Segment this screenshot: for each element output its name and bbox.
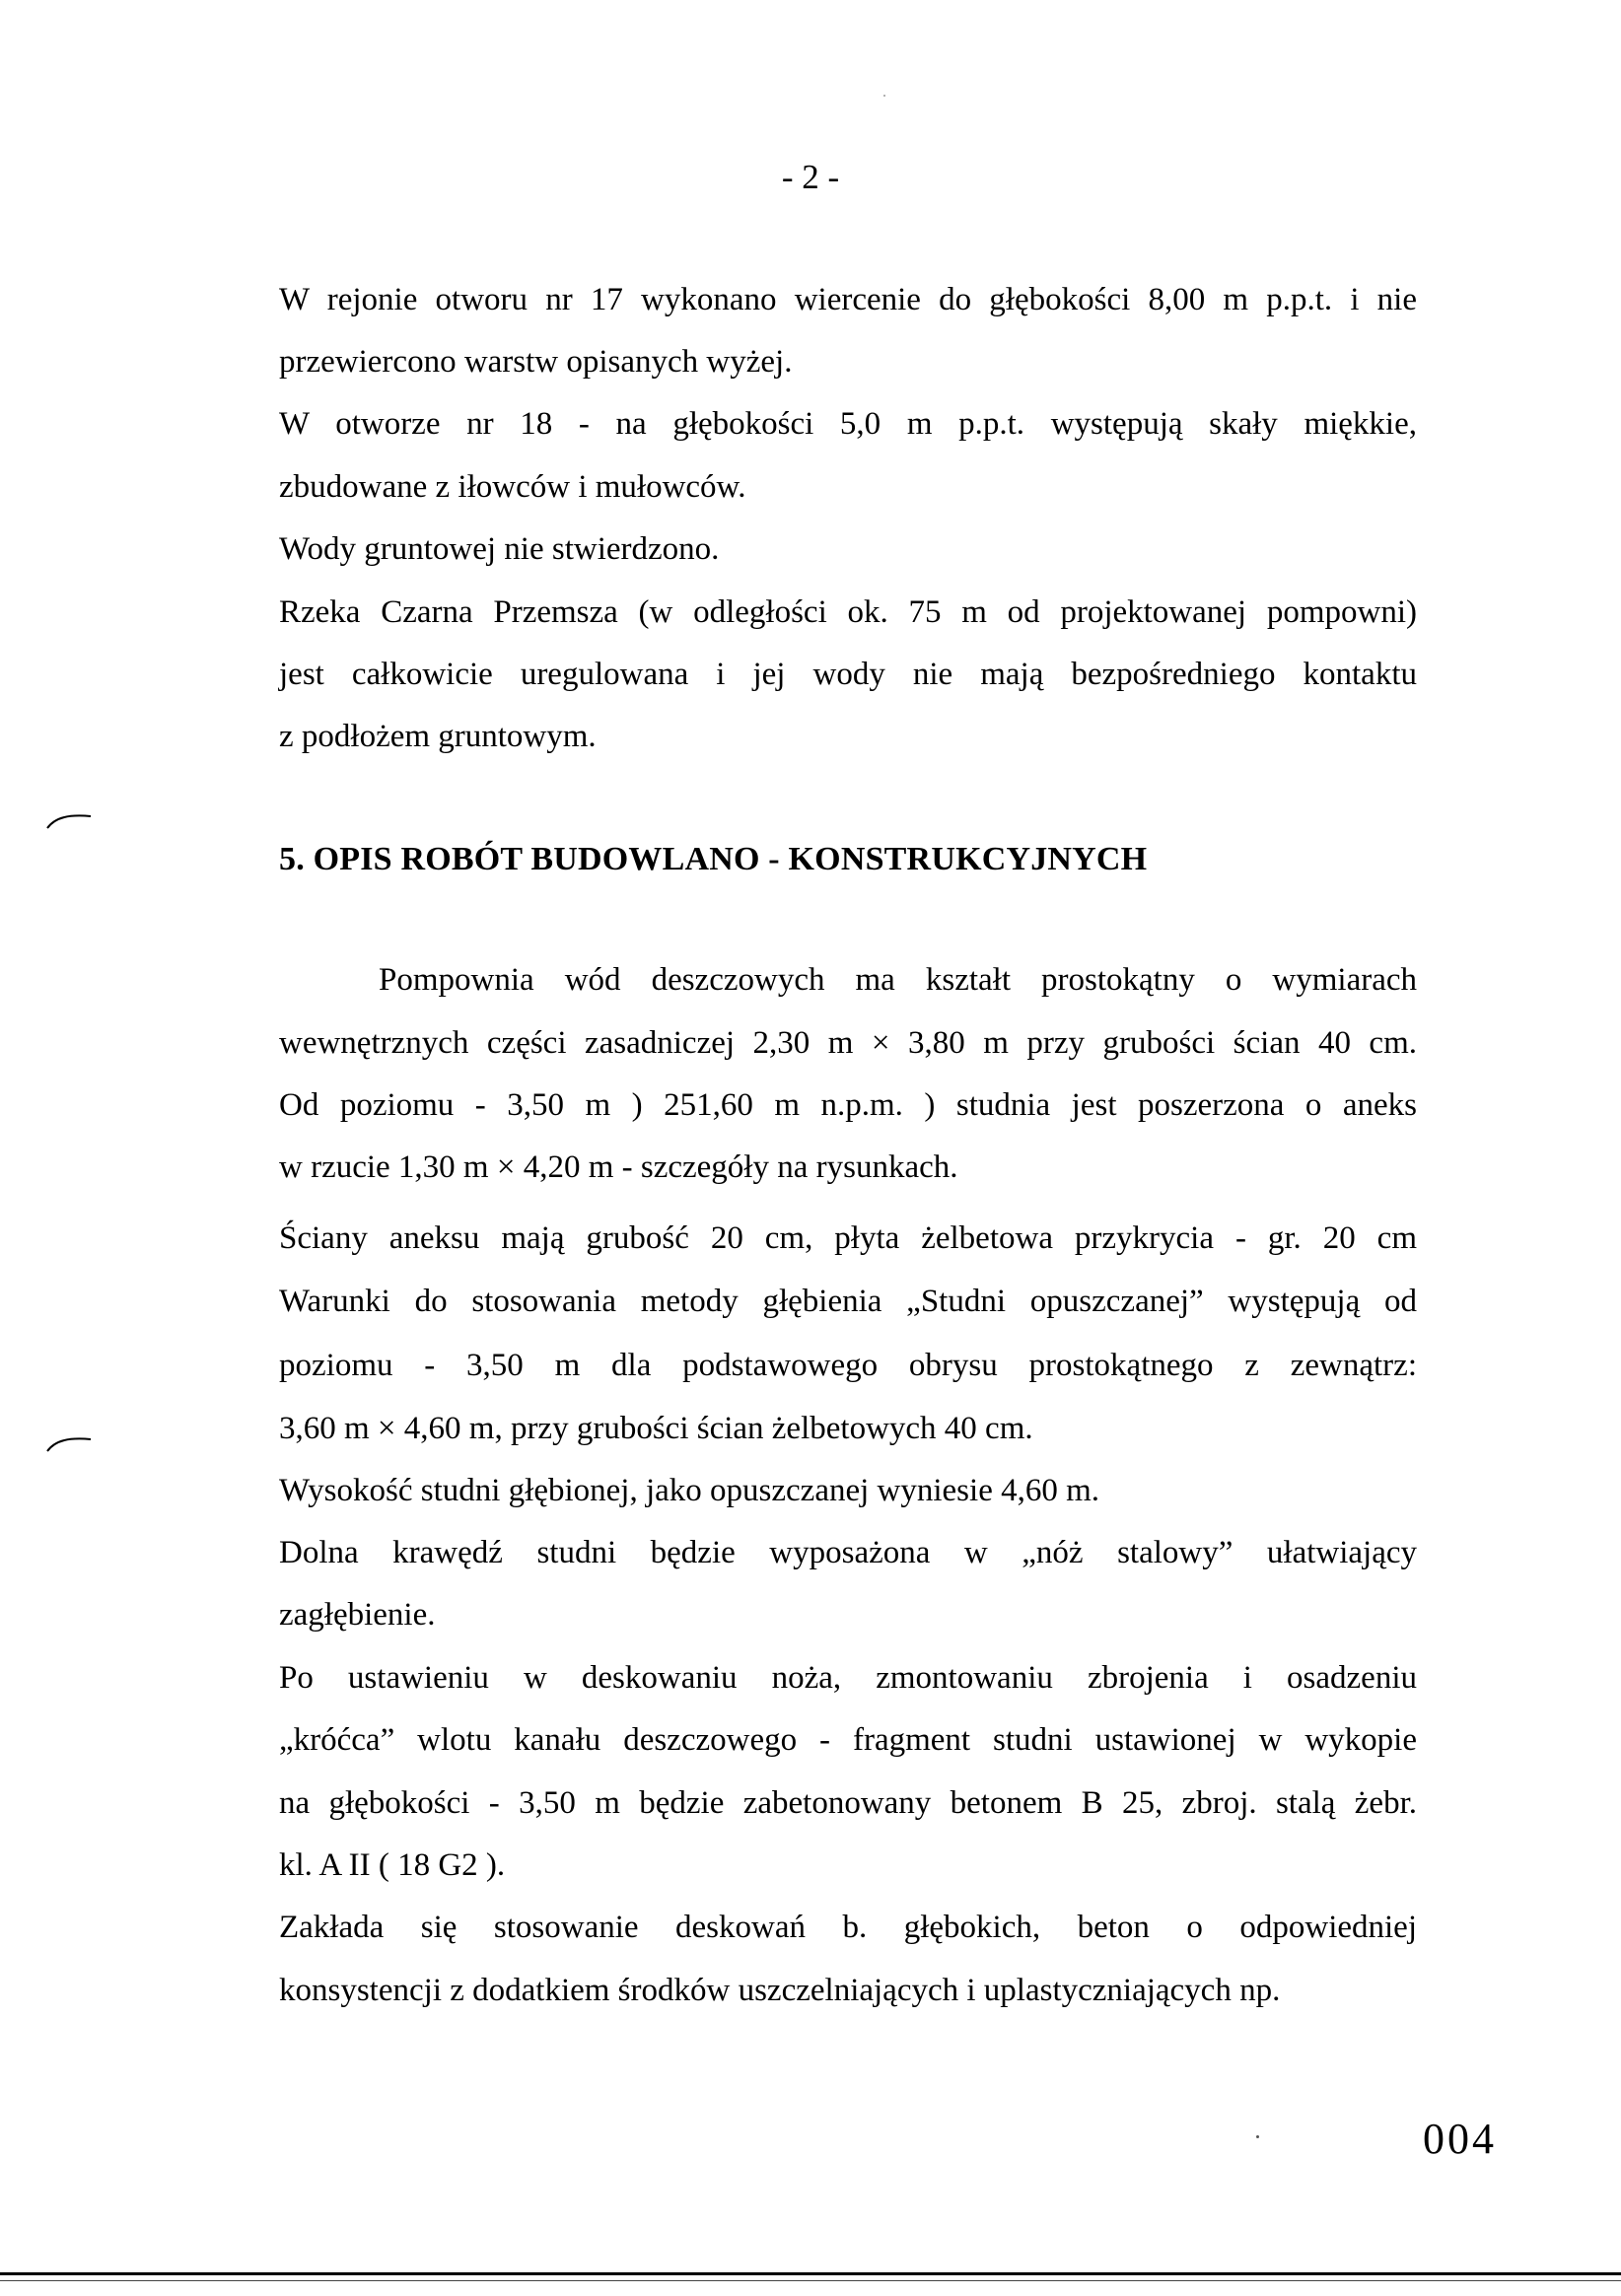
margin-mark [45, 1436, 93, 1452]
body-line: konsystencji z dodatkiem środków uszczelniających i uplastyczniających np. [279, 1973, 1281, 2008]
body-line: Dolna krawędź studni będzie wyposażona w „nóż stalowy” ułatwiający [279, 1535, 1417, 1570]
body-line: Wysokość studni głębionej, jako opuszczanej wyniesie 4,60 m. [279, 1473, 1100, 1508]
intro-line: zbudowane z iłowców i mułowców. [279, 469, 746, 505]
body-line: Po ustawieniu w deskowaniu noża, zmontowaniu zbrojenia i osadzeniu [279, 1660, 1417, 1696]
body-line: Zakłada się stosowanie deskowań b. głębokich, beton o odpowiedniej [279, 1910, 1417, 1945]
intro-line: jest całkowicie uregulowana i jej wody nie mają bezpośredniego kontaktu [279, 657, 1417, 692]
body-line: „króćca” wlotu kanału deszczowego - fragment studni ustawionej w wykopie [279, 1722, 1417, 1758]
intro-line: przewiercono warstw opisanych wyżej. [279, 344, 793, 380]
scan-speck [1256, 2135, 1259, 2138]
body-line: Warunki do stosowania metody głębienia „Studni opuszczanej” występują od [279, 1284, 1417, 1319]
footer-rule [0, 2280, 1621, 2281]
footer-rule [0, 2272, 1621, 2275]
body-line: Od poziomu - 3,50 m ) 251,60 m n.p.m. ) studnia jest poszerzona o aneks [279, 1087, 1417, 1123]
intro-line: Rzeka Czarna Przemsza (w odległości ok. 75 m od projektowanej pompowni) [279, 594, 1417, 630]
body-line: w rzucie 1,30 m × 4,20 m - szczegóły na rysunkach. [279, 1149, 958, 1185]
margin-mark [45, 813, 93, 829]
scan-speck [883, 95, 885, 97]
body-line: poziomu - 3,50 m dla podstawowego obrysu prostokątnego z zewnątrz: [279, 1348, 1417, 1383]
body-line: Ściany aneksu mają grubość 20 cm, płyta żelbetowa przykrycia - gr. 20 cm [279, 1220, 1417, 1256]
intro-line: W otworze nr 18 - na głębokości 5,0 m p.p.t. występują skały miękkie, [279, 406, 1417, 442]
body-line: na głębokości - 3,50 m będzie zabetonowany betonem B 25, zbroj. stalą żebr. [279, 1785, 1417, 1821]
page-number: - 2 - [781, 158, 840, 196]
body-line: 3,60 m × 4,60 m, przy grubości ścian żelbetowych 40 cm. [279, 1411, 1033, 1446]
intro-line: W rejonie otworu nr 17 wykonano wiercenie do głębokości 8,00 m p.p.t. i nie [279, 282, 1417, 317]
body-line: wewnętrznych części zasadniczej 2,30 m × 3,80 m przy grubości ścian 40 cm. [279, 1025, 1417, 1061]
intro-line: Wody gruntowej nie stwierdzono. [279, 531, 720, 567]
page-stamp: 004 [1423, 2115, 1497, 2163]
body-line: Pompownia wód deszczowych ma kształt prostokątny o wymiarach [379, 962, 1417, 998]
intro-line: z podłożem gruntowym. [279, 719, 597, 754]
section-heading: 5. OPIS ROBÓT BUDOWLANO - KONSTRUKCYJNYCH [279, 841, 1148, 877]
body-line: kl. A II ( 18 G2 ). [279, 1847, 506, 1883]
body-line: zagłębienie. [279, 1597, 436, 1633]
